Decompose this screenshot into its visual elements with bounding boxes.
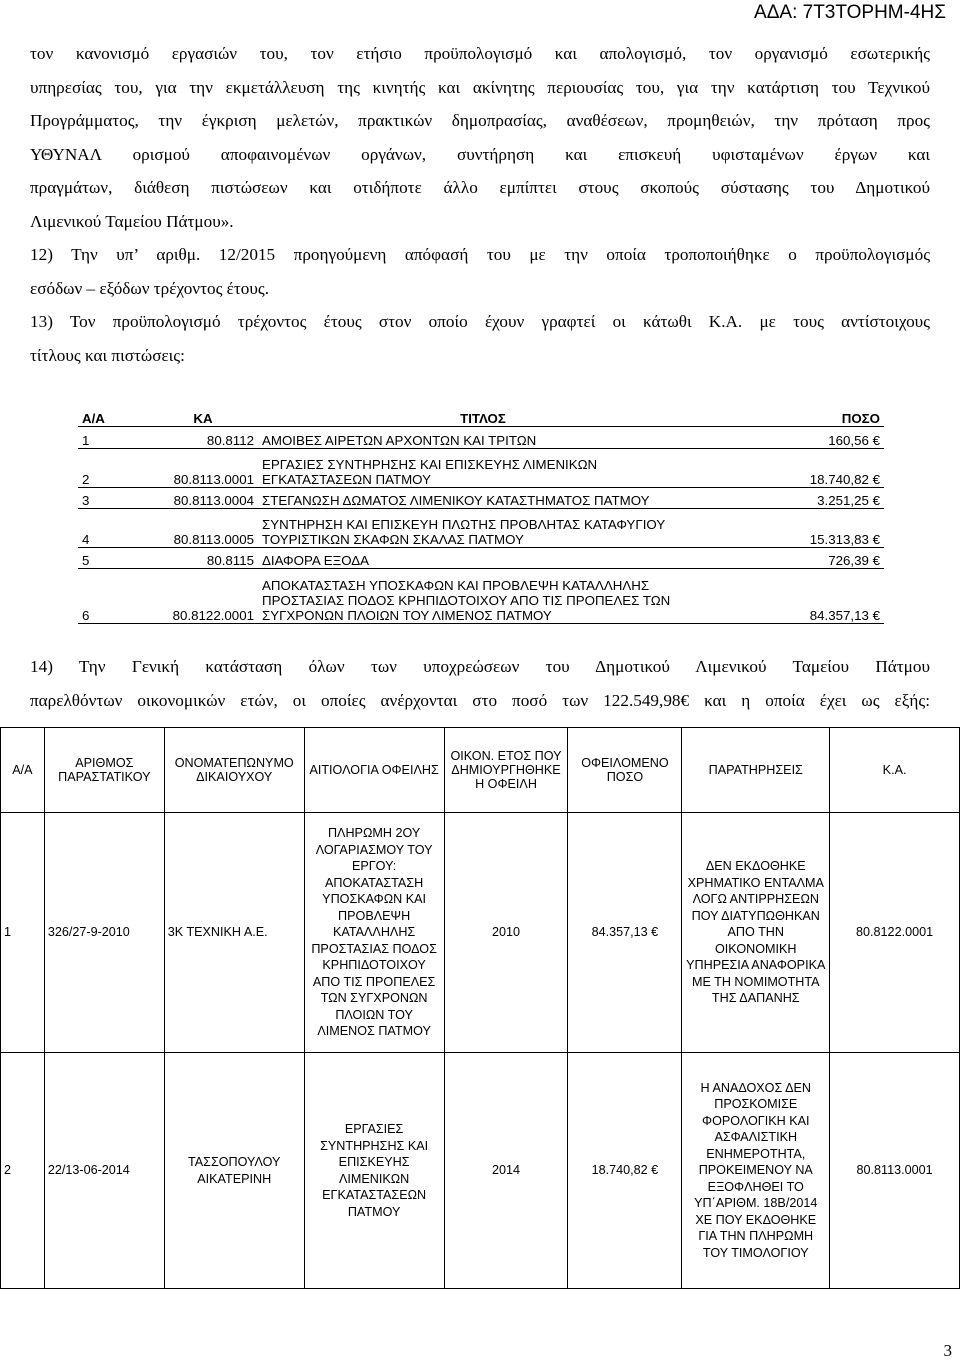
cell-aa: 5 — [78, 548, 148, 569]
cell-aa: 3 — [78, 488, 148, 509]
cell-amount: 18.740,82 € — [708, 449, 884, 488]
text-line: Προγράμματος, την έγκριση μελετών, πρακτικών δημοπρασίας, αναθέσεων, προμηθειών, την πρόταση προς — [30, 111, 930, 130]
col-header-ka: Κ.Α. — [830, 728, 960, 813]
page-number: 3 — [943, 1341, 952, 1360]
col-header-amount: ΠΟΣΟ — [708, 404, 884, 427]
cell-amount: 160,56 € — [708, 427, 884, 449]
cell-title: ΕΡΓΑΣΙΕΣ ΣΥΝΤΗΡΗΣΗΣ ΚΑΙ ΕΠΙΣΚΕΥΗΣ ΛΙΜΕΝΙΚΩΝ ΕΓΚΑΤΑΣΤΑΣΕΩΝ ΠΑΤΜΟΥ — [258, 449, 708, 488]
text-line: υπηρεσίας του, για την εκμετάλλευση της κινητής και ακίνητης περιουσίας του, για την κατάρτιση του Τεχνικού — [30, 77, 930, 97]
paragraph-item14 — [30, 650, 930, 717]
col-header-reason: ΑΙΤΙΟΛΟΓΙΑ ΟΦΕΙΛΗΣ — [304, 728, 444, 813]
cell-ka: 80.8113.0005 — [148, 509, 258, 548]
table-row — [78, 449, 884, 488]
cell-aa: 6 — [78, 569, 148, 624]
col-header-aa: Α/Α — [78, 404, 148, 427]
cell-doc-number: 22/13-06-2014 — [44, 1053, 164, 1289]
cell-title: ΣΤΕΓΑΝΩΣΗ ΔΩΜΑΤΟΣ ΛΙΜΕΝΙΚΟΥ ΚΑΤΑΣΤΗΜΑΤΟΣ ΠΑΤΜΟΥ — [258, 488, 708, 509]
cell-amount: 15.313,83 € — [708, 509, 884, 548]
cell-title: ΑΠΟΚΑΤΑΣΤΑΣΗ ΥΠΟΣΚΑΦΩΝ ΚΑΙ ΠΡΟΒΛΕΨΗ ΚΑΤΑΛΛΗΛΗΣ ΠΡΟΣΤΑΣΙΑΣ ΠΟΔΟΣ ΚΡΗΠΙΔΟΤΟΙΧΟΥ ΑΠΟ ΤΙΣ ΠΡΟΠΕΛΕΣ ΤΩΝ ΣΥΓΧΡΟΝΩΝ ΠΛΟΙΩΝ ΤΟΥ ΛΙΜΕΝΟΣ ΠΑΤΜΟΥ — [258, 569, 708, 624]
col-header-title: ΤΙΤΛΟΣ — [258, 404, 708, 427]
cell-title: ΔΙΑΦΟΡΑ ΕΞΟΔΑ — [258, 548, 708, 569]
cell-ka: 80.8122.0001 — [148, 569, 258, 624]
table-row — [78, 488, 884, 509]
text-line: εσόδων – εξόδων τρέχοντος έτους. — [30, 278, 270, 298]
cell-reason: ΕΡΓΑΣΙΕΣ ΣΥΝΤΗΡΗΣΗΣ ΚΑΙ ΕΠΙΣΚΕΥΗΣ ΛΙΜΕΝΙΚΩΝ ΕΓΚΑΤΑΣΤΑΣΕΩΝ ΠΑΤΜΟΥ — [304, 1053, 444, 1289]
col-header-doc-number: ΑΡΙΘΜΟΣ ΠΑΡΑΣΤΑΤΙΚΟΥ — [44, 728, 164, 813]
obligations-table — [0, 727, 960, 1289]
cell-amount: 84.357,13 € — [708, 569, 884, 624]
text-line: τίτλους και πιστώσεις: — [30, 345, 185, 365]
text-line: πραγμάτων, διάθεση πιστώσεων και οτιδήποτε άλλο εμπίπτει στους σκοπούς σύστασης του Δημοτικού — [30, 178, 930, 197]
cell-ka: 80.8113.0001 — [830, 1053, 960, 1289]
paragraph-intro — [30, 37, 930, 372]
col-header-amount: ΟΦΕΙΛΟΜΕΝΟ ΠΟΣΟ — [568, 728, 682, 813]
text-line: 13) Τον προϋπολογισμό τρέχοντος έτους στον οποίο έχουν γραφτεί οι κάτωθι Κ.Α. με τους αντίστοιχους — [30, 312, 930, 331]
cell-beneficiary: 3Κ ΤΕΧΝΙΚΗ Α.Ε. — [164, 813, 304, 1053]
cell-reason: ΠΛΗΡΩΜΗ 2ΟΥ ΛΟΓΑΡΙΑΣΜΟΥ ΤΟΥ ΕΡΓΟΥ: ΑΠΟΚΑΤΑΣΤΑΣΗ ΥΠΟΣΚΑΦΩΝ ΚΑΙ ΠΡΟΒΛΕΨΗ ΚΑΤΑΛΛΗΛΗΣ ΠΡΟΣΤΑΣΙΑΣ ΠΟΔΟΣ ΚΡΗΠΙΔΟΤΟΙΧΟΥ ΑΠΟ ΤΙΣ ΠΡΟΠΕΛΕΣ ΤΩΝ ΣΥΓΧΡΟΝΩΝ ΠΛΟΙΩΝ ΤΟΥ ΛΙΜΕΝΟΣ ΠΑΤΜΟΥ — [304, 813, 444, 1053]
table-row — [1, 813, 960, 1053]
col-header-year: ΟΙΚΟΝ. ΕΤΟΣ ΠΟΥ ΔΗΜΙΟΥΡΓΗΘΗΚΕ Η ΟΦΕΙΛΗ — [444, 728, 568, 813]
cell-aa: 1 — [78, 427, 148, 449]
cell-amount: 18.740,82 € — [568, 1053, 682, 1289]
text-line: παρελθόντων οικονομικών ετών, οι οποίες ανέρχονται στο ποσό των 122.549,98€ και η οποία έχει ως εξής: — [30, 690, 930, 710]
table-row — [1, 1053, 960, 1289]
col-header-notes: ΠΑΡΑΤΗΡΗΣΕΙΣ — [682, 728, 830, 813]
cell-notes: ΔΕΝ ΕΚΔΟΘΗΚΕ ΧΡΗΜΑΤΙΚΟ ΕΝΤΑΛΜΑ ΛΟΓΩ ΑΝΤΙΡΡΗΣΕΩΝ ΠΟΥ ΔΙΑΤΥΠΩΘΗΚΑΝ ΑΠΟ ΤΗΝ ΟΙΚΟΝΟΜΙΚΗ ΥΠΗΡΕΣΙΑ ΑΝΑΦΟΡΙΚΑ ΜΕ ΤΗ ΝΟΜΙΜΟΤΗΤΑ ΤΗΣ ΔΑΠΑΝΗΣ — [682, 813, 830, 1053]
cell-ka: 80.8112 — [148, 427, 258, 449]
cell-amount: 84.357,13 € — [568, 813, 682, 1053]
text-line: 14) Την Γενική κατάσταση όλων των υποχρεώσεων του Δημοτικού Λιμενικού Ταμείου Πάτμου — [30, 657, 930, 676]
text-line: Λιμενικού Ταμείου Πάτμου». — [30, 211, 234, 231]
cell-amount: 726,39 € — [708, 548, 884, 569]
cell-title: ΣΥΝΤΗΡΗΣΗ ΚΑΙ ΕΠΙΣΚΕΥΗ ΠΛΩΤΗΣ ΠΡΟΒΛΗΤΑΣ ΚΑΤΑΦΥΓΙΟΥ ΤΟΥΡΙΣΤΙΚΩΝ ΣΚΑΦΩΝ ΣΚΑΛΑΣ ΠΑΤΜΟΥ — [258, 509, 708, 548]
cell-year: 2010 — [444, 813, 568, 1053]
table-header-row — [78, 404, 884, 427]
budget-codes-table — [78, 404, 884, 624]
text-line: ΥΘΥΝΑΛ ορισμού αποφαινομένων οργάνων, συντήρηση και επισκευή υφισταμένων έργων και — [30, 144, 930, 164]
table-row — [78, 569, 884, 624]
col-header-ka: ΚΑ — [148, 404, 258, 427]
table-row — [78, 427, 884, 449]
table-row — [78, 548, 884, 569]
cell-title: ΑΜΟΙΒΕΣ ΑΙΡΕΤΩΝ ΑΡΧΟΝΤΩΝ ΚΑΙ ΤΡΙΤΩΝ — [258, 427, 708, 449]
cell-aa: 2 — [1, 1053, 45, 1289]
cell-amount: 3.251,25 € — [708, 488, 884, 509]
table-row — [78, 509, 884, 548]
table-header-row — [1, 728, 960, 813]
cell-aa: 4 — [78, 509, 148, 548]
ada-code: ΑΔΑ: 7Τ3ΤΟΡΗΜ-4ΗΣ — [754, 2, 946, 23]
cell-aa: 2 — [78, 449, 148, 488]
col-header-beneficiary: ΟΝΟΜΑΤΕΠΩΝΥΜΟ ΔΙΚΑΙΟΥΧΟΥ — [164, 728, 304, 813]
cell-aa: 1 — [1, 813, 45, 1053]
col-header-aa: Α/Α — [1, 728, 45, 813]
cell-ka: 80.8113.0004 — [148, 488, 258, 509]
cell-ka: 80.8122.0001 — [830, 813, 960, 1053]
text-line: 12) Την υπ’ αριθμ. 12/2015 προηγούμενη απόφασή του με την οποία τροποποιήθηκε ο προϋπολογισμός — [30, 245, 930, 264]
cell-notes: Η ΑΝΑΔΟΧΟΣ ΔΕΝ ΠΡΟΣΚΟΜΙΣΕ ΦΟΡΟΛΟΓΙΚΗ ΚΑΙ ΑΣΦΑΛΙΣΤΙΚΗ ΕΝΗΜΕΡΟΤΗΤΑ, ΠΡΟΚΕΙΜΕΝΟΥ ΝΑ ΕΞΟΦΛΗΘΕΙ ΤΟ ΥΠ΄ΑΡΙΘΜ. 18Β/2014 ΧΕ ΠΟΥ ΕΚΔΟΘΗΚΕ ΓΙΑ ΤΗΝ ΠΛΗΡΩΜΗ ΤΟΥ ΤΙΜΟΛΟΓΙΟΥ — [682, 1053, 830, 1289]
text-line: τον κανονισμό εργασιών του, τον ετήσιο προϋπολογισμό και απολογισμό, τον οργανισμό εσωτερικής — [30, 44, 930, 63]
cell-ka: 80.8115 — [148, 548, 258, 569]
cell-year: 2014 — [444, 1053, 568, 1289]
cell-ka: 80.8113.0001 — [148, 449, 258, 488]
cell-doc-number: 326/27-9-2010 — [44, 813, 164, 1053]
cell-beneficiary: ΤΑΣΣΟΠΟΥΛΟΥ ΑΙΚΑΤΕΡΙΝΗ — [164, 1053, 304, 1289]
